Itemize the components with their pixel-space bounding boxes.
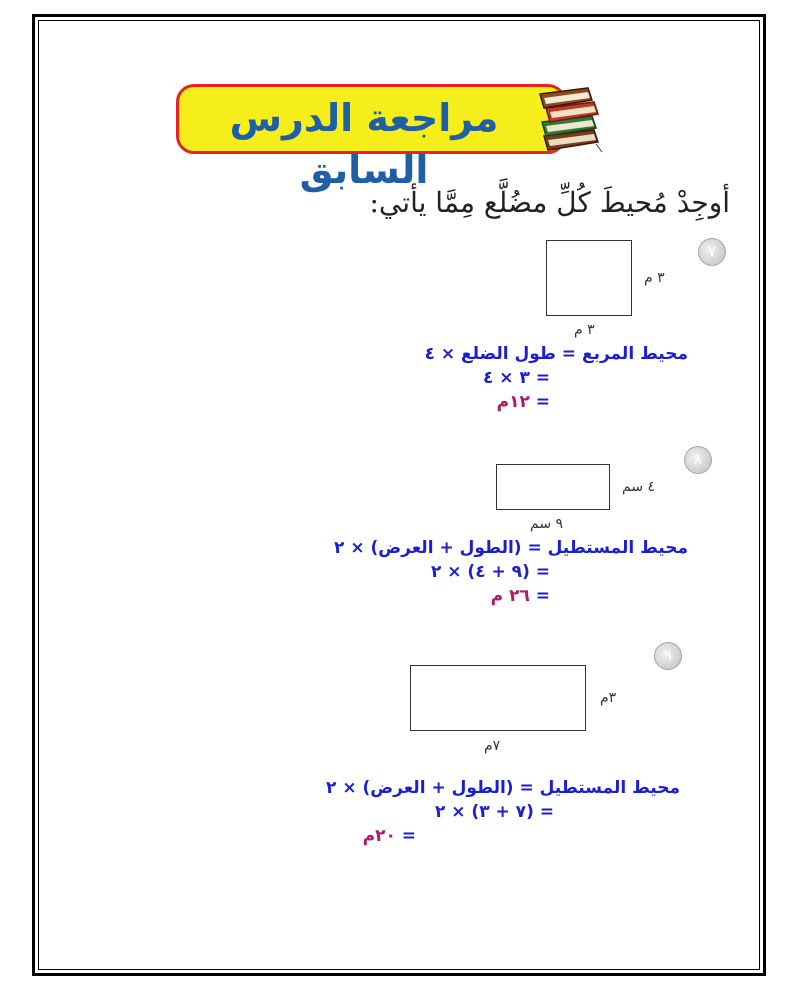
books-icon bbox=[536, 78, 604, 156]
rectangle-1-bottom-label: ٩ سم bbox=[530, 516, 564, 532]
problem-9-line-1: محيط المستطيل = (الطول + العرض) × ٢ bbox=[326, 778, 680, 798]
problem-9-line-2: = (٧ + ٣) × ٢ bbox=[434, 802, 554, 822]
problem-7-line-1: محيط المربع = طول الضلع × ٤ bbox=[424, 344, 688, 364]
square-bottom-label: ٣ م bbox=[574, 322, 595, 338]
rectangle-2-bottom-label: ٧م bbox=[484, 738, 501, 754]
exercise-instruction: أوجِدْ مُحيطَ كُلِّ مضُلَّع مِمَّا يأتي: bbox=[369, 186, 730, 219]
problem-number-7: ٧ bbox=[698, 238, 726, 266]
problem-9-line-3: = ٢٠م bbox=[362, 826, 416, 846]
square-side-label: ٣ م bbox=[644, 270, 665, 286]
problem-8-line-2: = (٩ + ٤) × ٢ bbox=[430, 562, 550, 582]
rectangle-1-side-label: ٤ سم bbox=[622, 479, 656, 495]
problem-7-line-3: = ١٢م bbox=[496, 392, 550, 412]
rectangle-shape-2 bbox=[410, 665, 586, 731]
problem-number-9: ٩ bbox=[654, 642, 682, 670]
problem-8-line-3: = ٢٦ م bbox=[490, 586, 550, 606]
rectangle-shape-1 bbox=[496, 464, 610, 510]
banner-title: مراجعة الدرس السابق bbox=[229, 96, 499, 192]
rectangle-2-side-label: ٣م bbox=[600, 690, 617, 706]
square-shape bbox=[546, 240, 632, 316]
problem-8-line-1: محيط المستطيل = (الطول + العرض) × ٢ bbox=[334, 538, 688, 558]
problem-7-line-2: = ٣ × ٤ bbox=[482, 368, 550, 388]
problem-number-8: ٨ bbox=[684, 446, 712, 474]
